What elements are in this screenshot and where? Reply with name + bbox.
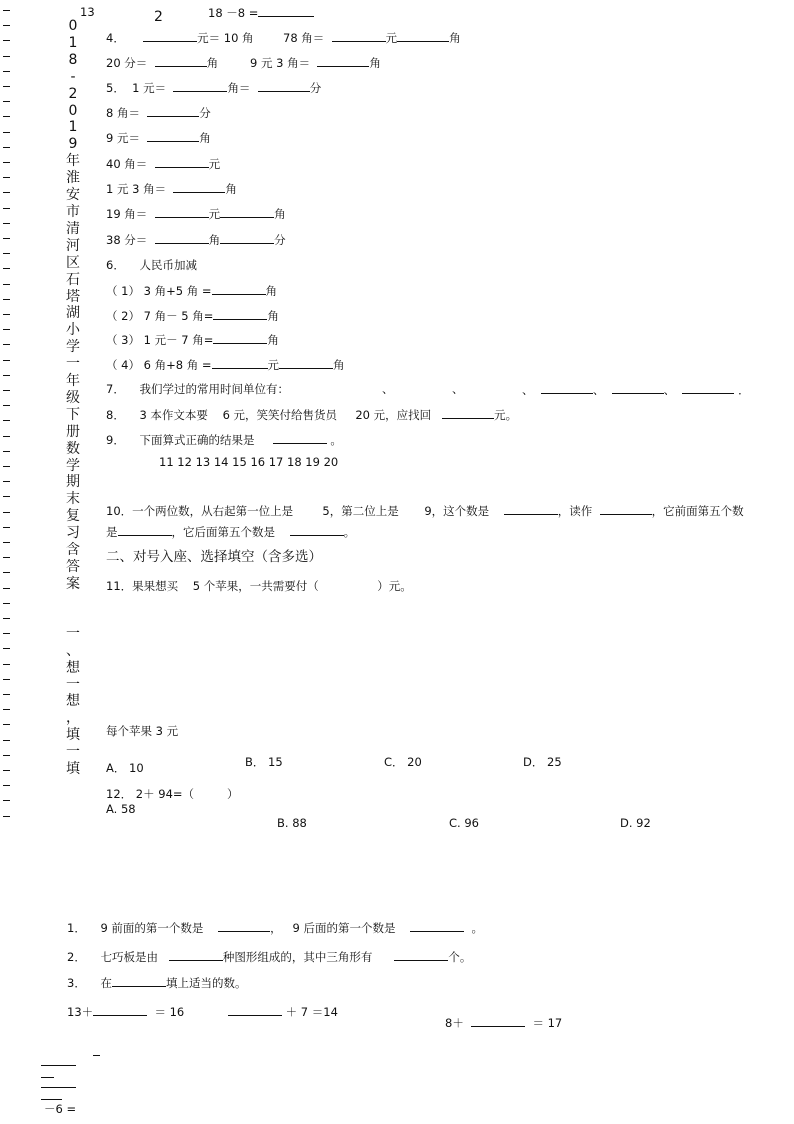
q6-item-unit: 角 [267,309,279,323]
answer-blank[interactable] [213,332,267,344]
title-char [62,593,84,626]
q4b-text-2: 角 [206,56,219,70]
title-char: 一 [66,625,80,642]
fill-q3-text-2: 填上适当的数。 [165,976,247,990]
answer-blank[interactable] [155,206,209,218]
option-b[interactable]: B. 88 [277,816,307,830]
margin-dash [3,770,10,771]
margin-dash [3,314,10,315]
conv-unit: 分 [199,106,211,120]
conv-unit: 元 [208,207,221,221]
q10-text-3: 9，这个数是 [424,504,490,518]
answer-blank[interactable] [504,503,558,515]
q5-line [106,80,321,95]
title-char: 学 [66,457,80,474]
q6-item [106,332,279,347]
option-d[interactable]: D. 92 [620,816,651,830]
q7-sep: 、 [452,382,464,396]
divider [41,1099,62,1100]
q5-num: 5． [106,81,125,95]
margin-dash [3,755,10,756]
title-char: 册 [66,423,80,440]
margin-dash [3,390,10,391]
answer-blank[interactable] [220,206,274,218]
title-char: 河 [66,237,80,254]
margin-dash [3,192,10,193]
conv-line [106,105,211,120]
margin-dash [3,664,10,665]
q6-item-text: （ 1） 3 角+5 角 = [106,284,212,298]
conv-line [106,181,237,196]
answer-blank[interactable] [397,30,449,42]
conv-line [106,130,211,145]
title-char: 一 [66,744,80,761]
q12-text: 12． 2＋ 94=（ [106,787,195,801]
margin-dash [3,648,10,649]
q4-line [106,30,254,45]
apple-price: 每个苹果 3 元 [106,724,179,738]
q10-line-1 [106,503,744,518]
margin-dash [3,405,10,406]
answer-blank[interactable] [273,432,327,444]
conv-unit: 角 [199,131,211,145]
q8-num: 8． [106,408,125,422]
title-char: 石 [66,271,80,288]
margin-dash [3,603,10,604]
divider [93,1055,100,1056]
vertical-title [62,18,84,778]
answer-blank[interactable] [442,407,494,419]
title-char: 数 [66,440,80,457]
q10-text-7: ，它后面第五个数是 [171,525,275,539]
answer-blank[interactable] [220,232,274,244]
conv-line [106,156,220,171]
answer-blank[interactable] [218,920,270,932]
title-char: 0 [68,102,78,119]
margin-dash [3,284,10,285]
conv-text: 19 角＝ [106,207,148,221]
margin-dash [3,633,10,634]
answer-blank[interactable] [394,949,448,961]
q7-end: ． [738,383,750,397]
margin-dash [3,375,10,376]
answer-blank[interactable] [213,308,267,320]
equation-c [445,1015,562,1030]
q9-line [106,432,342,447]
equation-b-right: ＋ 7 ＝14 [285,1005,338,1019]
q4b-text-1: 20 分＝ [106,56,148,70]
q7-num: 7． [106,382,125,396]
fill-q3 [67,975,246,990]
option-a[interactable]: A． 10 [106,761,144,775]
title-char: 习 [66,525,80,542]
q8-text-1: 3 本作文本要 [139,408,208,422]
answer-blank[interactable] [471,1015,525,1027]
q11-line [106,579,412,593]
q4-line-right [283,30,461,45]
title-char: 填 [66,761,80,778]
margin-dash [3,527,10,528]
q6-item-unit: 角 [265,284,277,298]
title-char: 8 [68,51,78,68]
divider [41,1065,76,1066]
fill-q2-text-3: 个。 [448,950,472,964]
title-char: 淮 [66,170,80,187]
title-char: 学 [66,339,80,356]
margin-dash [3,557,10,558]
title-char: 级 [66,389,80,406]
margin-dash [3,238,10,239]
q8-text-3: 20 元，应找回 [355,408,432,422]
margin-dash [3,147,10,148]
q7-line [106,382,289,396]
title-char: 2 [68,85,78,102]
margin-dash [3,420,10,421]
q10-text-1: 10．一个两位数，从右起第一位上是 [106,504,294,518]
q10-text-6: 是 [106,525,118,539]
fill-q2 [67,949,471,964]
fill-q1-text-2: ， [270,921,282,935]
q5-text-1: 1 元＝ [132,81,167,95]
margin-dash [3,572,10,573]
answer-blank[interactable] [258,5,314,17]
fill-q1 [67,920,483,935]
title-char: 一 [66,676,80,693]
conv-text: 9 元＝ [106,131,140,145]
conv-text: 40 角＝ [106,157,148,171]
title-char: 期 [66,474,80,491]
q8-text-2: 6 元，笑笑付给售货员 [222,408,338,422]
fill-q2-text-2: 种图形组成的，其中三角形有 [222,950,373,964]
q12-close: ） [226,787,239,801]
fill-q1-text-1: 9 前面的第一个数是 [100,921,204,935]
q10-text-8: 。 [343,525,356,539]
conv-unit: 角 [274,207,286,221]
option-c[interactable]: C. 96 [449,816,479,830]
q8-text-4: 元。 [494,408,518,422]
answer-blank[interactable] [118,524,172,536]
q11-text-3: ）元。 [377,579,412,593]
equation-a-right: ＝ 16 [154,1005,185,1019]
title-char: 0 [68,18,78,34]
q4-text-2: 78 角＝ [283,31,325,45]
margin-dash [3,56,10,57]
margin-dash [3,542,10,543]
top-num-b: 2 [154,9,163,25]
q9-end: 。 [330,433,342,447]
q6-text: 人民币加减 [139,258,197,272]
q5-text-2: 角＝ [227,81,251,95]
q5-text-3: 分 [309,81,322,95]
answer-blank[interactable] [147,130,199,142]
q4-text-3: 元 [385,31,398,45]
q10-line-2 [106,524,355,539]
equation-c-right: ＝ 17 [532,1016,563,1030]
q7-sep: 、 [663,383,676,397]
margin-dash [3,740,10,741]
equation-a-left: 13＋ [67,1005,94,1019]
margin-dash [3,208,10,209]
equation-a [67,1004,184,1019]
answer-blank[interactable] [169,949,223,961]
title-char: 复 [66,508,80,525]
answer-blank[interactable] [600,503,652,515]
title-char: 想 [66,659,80,676]
q4b-line-right [250,55,381,70]
margin-dash [3,162,10,163]
title-char: 区 [66,254,80,271]
answer-blank[interactable] [541,382,593,394]
answer-blank[interactable] [143,30,197,42]
margin-dash [3,177,10,178]
q7-sep: 、 [592,383,605,397]
answer-blank[interactable] [212,283,266,295]
title-char: - [70,68,76,85]
option-d[interactable]: D． 25 [523,755,562,769]
margin-dash [3,344,10,345]
q9-text: 下面算式正确的结果是 [139,433,255,447]
conv-line-19 [106,206,286,221]
q6-item-unit: 元 [267,358,279,372]
answer-blank[interactable] [228,1004,282,1016]
conv-unit: 角 [225,182,237,196]
top-expr [208,5,314,20]
answer-blank[interactable] [112,975,166,987]
answer-blank[interactable] [258,80,310,92]
fill-q3-num: 3． [67,976,86,990]
title-char: 想 [66,693,80,710]
q6-item [106,308,279,323]
q7-sep: 、 [522,383,534,397]
q7-sep: 、 [382,382,394,396]
conv-text: 8 角＝ [106,106,140,120]
answer-blank[interactable] [173,80,227,92]
answer-blank[interactable] [290,524,344,536]
title-char: 下 [66,406,80,423]
answer-blank[interactable] [682,382,734,394]
q6-item [106,357,345,372]
margin-dash [3,724,10,725]
margin-dash [3,496,10,497]
conv-unit: 角 [208,233,221,247]
answer-blank[interactable] [155,232,209,244]
answer-blank[interactable] [317,55,369,67]
title-char: ， [66,710,80,727]
title-char: 年 [66,153,80,170]
q6-item-text: （ 3） 1 元－ 7 角= [106,333,214,347]
title-char: 含 [66,542,80,559]
answer-blank[interactable] [147,105,199,117]
fill-q1-text-3: 9 后面的第一个数是 [292,921,396,935]
margin-dash [3,466,10,467]
margin-dash [3,436,10,437]
margin-dash [3,694,10,695]
conv-unit: 分 [274,233,286,247]
q6-item-unit: 角 [333,358,345,372]
answer-blank[interactable] [332,30,386,42]
title-char: 小 [66,322,80,339]
title-char: 末 [66,491,80,508]
q8-line [106,407,517,422]
title-char: 湖 [66,305,80,322]
margin-dash [3,10,10,11]
fill-q2-text-1: 七巧板是由 [100,950,158,964]
q4-text-1: 元＝ 10 角 [197,31,254,45]
title-char: 答 [66,559,80,575]
q4b-text-4: 角 [369,56,381,70]
top-expr-text: 18 －8 = [208,6,259,20]
q9-numbers: 11 12 13 14 15 16 17 18 19 20 [159,455,339,469]
margin-dash [3,101,10,102]
answer-blank[interactable] [93,1004,147,1016]
top-num-a: 13 [80,5,95,19]
q10-text-2: 5，第二位上是 [322,504,399,518]
divider [41,1077,54,1078]
equation-b [228,1004,338,1019]
q6-item-text: （ 2） 7 角－ 5 角= [106,309,214,323]
bottom-expr: －6 = [44,1102,77,1116]
q9-num: 9． [106,433,125,447]
conv-text: 1 元 3 角＝ [106,182,167,196]
margin-dash [3,71,10,72]
option-a[interactable]: A. 58 [106,802,136,816]
fill-q1-num: 1． [67,921,86,935]
title-char: 安 [66,187,80,204]
q11-text-1: 11．果果想买 [106,579,179,593]
margin-dash [3,253,10,254]
q10-text-5: ，它前面第五个数 [651,504,744,518]
margin-dash [3,816,10,817]
margin-dash [3,588,10,589]
divider [41,1087,76,1088]
title-char: 塔 [66,288,80,305]
margin-dash [3,86,10,87]
q7-blanks [522,382,750,397]
margin-dash [3,679,10,680]
fill-q3-text-1: 在 [100,976,112,990]
equation-c-left: 8＋ [445,1016,464,1030]
q4b-text-3: 9 元 3 角＝ [250,56,311,70]
answer-blank[interactable] [173,181,225,193]
answer-blank[interactable] [612,382,664,394]
q4b-line [106,55,218,70]
fill-q1-end: 。 [471,921,483,935]
q4-num: 4． [106,31,125,45]
margin-dash [3,800,10,801]
title-char: 、 [66,642,80,659]
margin-dash [3,223,10,224]
title-char: 9 [68,136,78,153]
q10-text-4: ，读作 [557,504,593,518]
margin-dash [3,40,10,41]
title-char: 市 [66,203,80,220]
title-char: 案 [66,575,80,592]
margin-dash [3,481,10,482]
title-char: 年 [66,373,80,390]
q6-num: 6． [106,258,125,272]
section-heading: 二、对号入座、选择填空（含多选） [106,549,322,565]
title-char: 清 [66,220,80,237]
margin-dash [3,132,10,133]
title-char: 填 [66,727,80,744]
conv-line-38 [106,232,286,247]
q6-heading [106,258,197,272]
margin-dash [3,512,10,513]
answer-blank[interactable] [410,920,464,932]
answer-blank[interactable] [212,357,268,369]
q6-item [106,283,277,298]
margin-dash [3,25,10,26]
margin-dash [3,785,10,786]
margin-dash [3,116,10,117]
q12-line [106,787,238,801]
q6-item-text: （ 4） 6 角+8 角 = [106,358,212,372]
title-char: 一 [66,356,80,373]
margin-dash [3,451,10,452]
q11-text-2: 5 个苹果，一共需要付（ [192,579,319,593]
title-char: 1 [68,119,78,136]
margin-dash [3,329,10,330]
margin-dash [3,299,10,300]
title-char: 1 [68,34,78,51]
answer-blank[interactable] [279,357,333,369]
margin-dash [3,268,10,269]
q6-item-unit: 角 [267,333,279,347]
option-c[interactable]: C． 20 [384,755,422,769]
answer-blank[interactable] [155,156,209,168]
q7-text: 我们学过的常用时间单位有： [139,382,289,396]
margin-dash [3,360,10,361]
fill-q2-num: 2． [67,950,86,964]
option-b[interactable]: B． 15 [245,755,283,769]
conv-text: 38 分＝ [106,233,148,247]
conv-unit: 元 [208,157,221,171]
margin-dash [3,709,10,710]
answer-blank[interactable] [155,55,207,67]
q4-text-4: 角 [449,31,461,45]
margin-dash [3,618,10,619]
